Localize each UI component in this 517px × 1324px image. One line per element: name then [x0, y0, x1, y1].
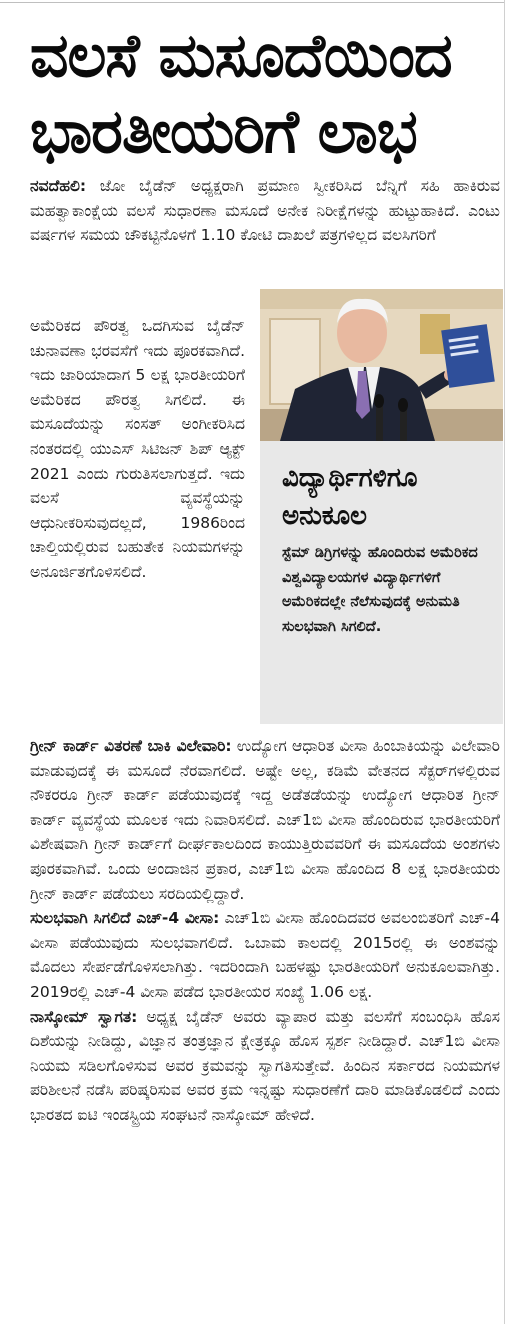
intro-text: ಜೋ ಬೈಡೆನ್ ಅಧ್ಯಕ್ಷರಾಗಿ ಪ್ರಮಾಣ ಸ್ವೀಕರಿಸಿದ ಬೆನ್ನಿಗೆ ಸಹಿ ಹಾಕಿರುವ ಮಹತ್ವಾಕಾಂಕ್ಷೆಯ ವಲಸೆ ಸುಧಾರಣಾ ಮಸೂದೆ ಅನೇಕ ನಿರೀಕ್ಷೆಗಳನ್ನು ಹುಟ್ಟುಹಾಕಿದೆ. ಎಂಟು ವರ್ಷಗಳ ಸಮಯ ಚೌಕಟ್ಟಿನೊಳಗೆ 1.10 ಕೋಟಿ ದಾಖಲೆ ಪತ್ರಗಳಿಲ್ಲದ ವಲಸಿಗರಿಗೆ [30, 177, 500, 245]
intro-paragraph [30, 174, 500, 248]
body-sections [30, 734, 500, 1128]
section-lead: ಸುಲಭವಾಗಿ ಸಿಗಲಿದೆ ಎಚ್-4 ವೀಸಾ: [30, 909, 220, 928]
headline-line-1: ವಲಸೆ ಮಸೂದೆಯಿಂದ [30, 21, 452, 91]
section-green-card [30, 734, 500, 906]
headline [30, 18, 508, 170]
dateline: ನವದೆಹಲಿ: [30, 177, 87, 195]
headline-line-2: ಭಾರತೀಯರಿಗೆ ಲಾಭ [30, 97, 417, 167]
top-rule [0, 2, 505, 3]
sidebar-body: ಸ್ಟೆಮ್ ಡಿಗ್ರಿಗಳನ್ನು ಹೊಂದಿರುವ ಅಮೆರಿಕದ ವಿಶ್ವವಿದ್ಯಾಲಯಗಳ ವಿದ್ಯಾರ್ಥಿಗಳಿಗೆ ಅಮೆರಿಕದಲ್ಲೇ ನೆಲೆಸುವುದಕ್ಕೆ ಅನುಮತಿ ಸುಲಭವಾಗಿ ಸಿಗಲಿದೆ. [282, 545, 478, 635]
news-photo [260, 289, 503, 441]
photo-illustration [260, 289, 503, 441]
sidebar-heading: ವಿದ್ಯಾರ್ಥಿಗಳಿಗೂ ಅನುಕೂಲ [282, 463, 418, 531]
section-text: ಅಧ್ಯಕ್ಷ ಬೈಡೆನ್ ಅವರು ವ್ಯಾಪಾರ ಮತ್ತು ವಲಸೆಗೆ ಸಂಬಂಧಿಸಿ ಹೊಸ ದಿಶೆಯನ್ನು ನೀಡಿದ್ದು, ವಿಜ್ಞಾನ ತಂತ್ರಜ್ಞಾನ ಕ್ಷೇತ್ರಕ್ಕೂ ಹೊಸ ಸ್ಪರ್ಶ ನೀಡಿದ್ದಾರೆ. ಎಚ್1ಬಿ ವೀಸಾ ನಿಯಮ ಸಡಿಲಗೊಳಿಸುವ ಅವರ ಕ್ರಮವನ್ನು ಸ್ವಾಗತಿಸುತ್ತೇವೆ. ಹಿಂದಿನ ಸರ್ಕಾರದ ನಿಯಮಗಳ ಪರಿಶೀಲನೆ ನಡೆಸಿ ಪರಿಷ್ಕರಿಸುವ ಅವರ ಕ್ರಮ ಇನ್ನಷ್ಟು ಸುಧಾರಣೆಗೆ ದಾರಿ ಮಾಡಿಕೊಡಲಿದೆ ಎಂದು ಭಾರತದ ಐಟಿ ಇಂಡಸ್ಟ್ರಿಯ ಸಂಘಟನೆ ನಾಸ್ಕೋಮ್ ಹೇಳಿದೆ. [30, 1007, 500, 1124]
section-h4-visa [30, 906, 500, 1004]
column-rule [504, 0, 505, 1324]
section-nasscom [30, 1005, 500, 1128]
section-lead: ನಾಸ್ಕೋಮ್ ಸ್ವಾಗತ: [30, 1007, 138, 1026]
left-column-text: ಅಮೆರಿಕದ ಪೌರತ್ವ ಒದಗಿಸುವ ಬೈಡೆನ್ ಚುನಾವಣಾ ಭರವಸೆಗೆ ಇದು ಪೂರಕವಾಗಿದೆ. ಇದು ಜಾರಿಯಾದಾಗ 5 ಲಕ್ಷ ಭಾರತೀಯರಿಗೆ ಅಮೆರಿಕದ ಪೌರತ್ವ ಸಿಗಲಿದೆ. ಈ ಮಸೂದೆಯನ್ನು ಸಂಸತ್ ಅಂಗೀಕರಿಸಿದ ನಂತರದಲ್ಲಿ ಯುಎಸ್ ಸಿಟಿಜನ್ ಶಿಪ್ ಆ್ಯಕ್ಟ್ 2021 ಎಂದು ಗುರುತಿಸಲಾಗುತ್ತದೆ. ಇದು ವಲಸೆ ವ್ಯವಸ್ಥೆಯನ್ನು ಆಧುನೀಕರಿಸುವುದಲ್ಲದೆ, 1986ರಿಂದ ಚಾಲ್ತಿಯಲ್ಲಿರುವ ಬಹುತೇಕ ನಿಯಮಗಳನ್ನು ಅನೂರ್ಜಿತಗೊಳಿಸಲಿದೆ. [30, 317, 245, 581]
section-lead: ಗ್ರೀನ್ ಕಾರ್ಡ್ ವಿತರಣೆ ಬಾಕಿ ವಿಲೇವಾರಿ: [30, 737, 232, 755]
sidebar-box [260, 441, 503, 724]
section-text: ಉದ್ಯೋಗ ಆಧಾರಿತ ವೀಸಾ ಹಿಂಬಾಕಿಯನ್ನು ವಿಲೇವಾರಿ ಮಾಡುವುದಕ್ಕೆ ಈ ಮಸೂದೆ ನೆರವಾಗಲಿದೆ. ಅಷ್ಟೇ ಅಲ್ಲ, ಕಡಿಮೆ ವೇತನದ ಸೆಕ್ಟರ್‌ಗಳಲ್ಲಿರುವ ನೌಕರರೂ ಗ್ರೀನ್ ಕಾರ್ಡ್ ಪಡೆಯುವುದಕ್ಕೆ ಇದ್ದ ಅಡೆತಡೆಯನ್ನು ಉದ್ಯೋಗ ಆಧಾರಿತ ಗ್ರೀನ್ ಕಾರ್ಡ್ ವ್ಯವಸ್ಥೆಯ ಮೂಲಕ ಇದು ನಿವಾರಿಸಲಿದೆ. ಎಚ್1ಬಿ ವೀಸಾ ಹೊಂದಿರುವ ಭಾರತೀಯರಿಗೆ ವಿಶೇಷವಾಗಿ ಗ್ರೀನ್ ಕಾರ್ಡ್‌ಗೆ ದೀರ್ಘಕಾಲದಿಂದ ಕಾಯುತ್ತಿರುವವರಿಗೆ ಈ ಮಸೂದೆಯ ಅಂಶಗಳು ಪೂರಕವಾಗಿವೆ. ಒಂದು ಅಂದಾಜಿನ ಪ್ರಕಾರ, ಎಚ್1ಬಿ ವೀಸಾ ಹೊಂದಿದ 8 ಲಕ್ಷ ಭಾರತೀಯರು ಗ್ರೀನ್ ಕಾರ್ಡ್ ಪಡೆಯಲು ಸರದಿಯಲ್ಲಿದ್ದಾರೆ. [30, 737, 500, 903]
section-text: ಎಚ್1ಬಿ ವೀಸಾ ಹೊಂದಿದವರ ಅವಲಂಬಿತರಿಗೆ ಎಚ್-4 ವೀಸಾ ಪಡೆಯುವುದು ಸುಲಭವಾಗಲಿದೆ. ಒಬಾಮ ಕಾಲದಲ್ಲಿ 2015ರಲ್ಲಿ ಈ ಅಂಶವನ್ನು ಮೊದಲು ಸೇರ್ಪಡೆಗೊಳಿಸಲಾಗಿತ್ತು. ಇದರಿಂದಾಗಿ ಬಹಳಷ್ಟು ಭಾರತೀಯರಿಗೆ ಅನುಕೂಲವಾಗಿತ್ತು. 2019ರಲ್ಲಿ ಎಚ್-4 ವೀಸಾ ಪಡೆದ ಭಾರತೀಯರ ಸಂಖ್ಯೆ 1.06 ಲಕ್ಷ. [30, 909, 500, 1001]
